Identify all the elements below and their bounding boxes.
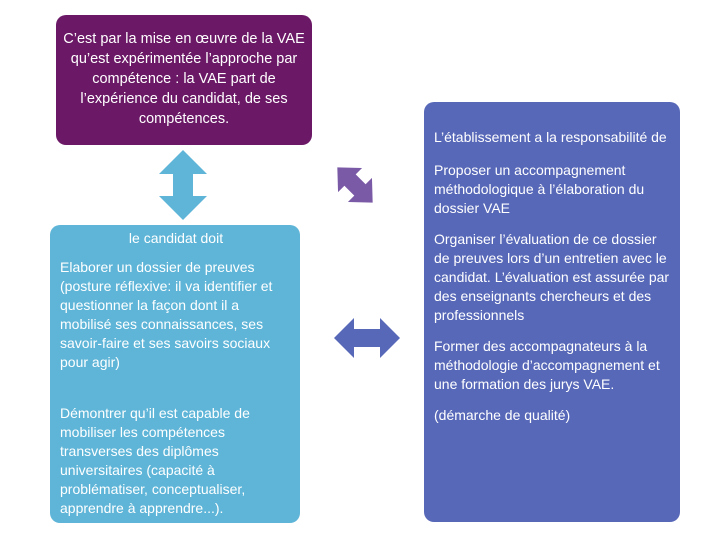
institution-item-support: Proposer un accompagnement méthodologique à l’élaboration du dossier VAE: [434, 162, 645, 216]
candidate-task-evidence: Elaborer un dossier de preuves (posture réflexive: il va identifier et questionner la façon dont il a mobilisé ses connaissances, ses savoir-faire et ses savoirs sociaux pour agir): [60, 259, 273, 370]
candidate-box-title: le candidat doit: [128, 230, 224, 246]
vertical-double-arrow: [155, 150, 211, 220]
horizontal-double-arrow: [334, 318, 400, 358]
institution-item-training: Former des accompagnateurs à la méthodologie d’accompagnement et une formation des jurys VAE.: [434, 338, 660, 392]
institution-item-evaluation: Organiser l’évaluation de ce dossier de preuves lors d’un entretien avec le candidat. L’évaluation est assurée par des enseignants chercheurs et des professionnels: [434, 231, 670, 323]
diagonal-double-arrow: [330, 160, 380, 210]
institution-intro: L’établissement a la responsabilité de: [434, 129, 667, 145]
vertical-arrow-shape: [159, 150, 207, 220]
candidate-box: [50, 225, 300, 523]
candidate-task-competences: Démontrer qu’il est capable de mobiliser les compétences transverses des diplômes universitaires (capacité à problématiser, conceptualiser, apprendre à apprendre...).: [60, 405, 250, 516]
horizontal-arrow-shape: [334, 318, 400, 358]
vae-definition-text: C’est par la mise en œuvre de la VAE qu’est expérimentée l’approche par compétence : la VAE part de l’expérience du candidat, de ses compétences.: [63, 31, 305, 127]
institution-quality-note: (démarche de qualité): [434, 407, 571, 423]
institution-box: [424, 102, 680, 522]
vae-definition-box: [56, 15, 312, 145]
diagonal-arrow-shape: [325, 155, 384, 214]
